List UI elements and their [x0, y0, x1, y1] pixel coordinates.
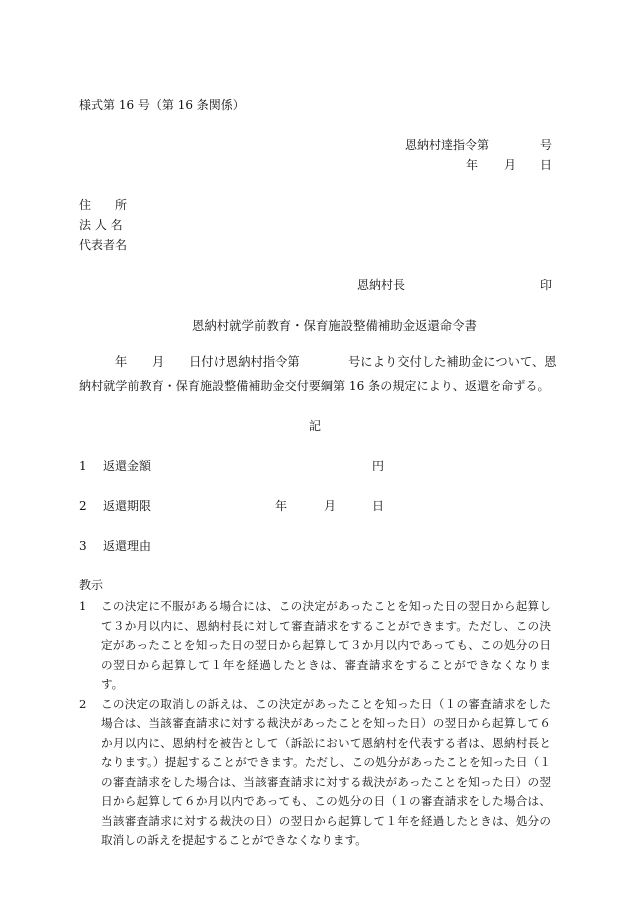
ki-heading: 記 — [309, 419, 322, 433]
date-day: 日 — [540, 158, 553, 172]
seal-mark: 印 — [540, 278, 553, 292]
item-1-number: 1 — [79, 459, 87, 473]
document-number-prefix: 恩納村達指令第 — [405, 138, 490, 152]
body-line-1 — [79, 350, 557, 374]
body-line1-end: 号により交付した補助金について、恩 — [348, 355, 557, 369]
return-amount-unit: 円 — [372, 459, 385, 473]
body-line-2: 納村就学前教育・保育施設整備補助金交付要綱第 16 条の規定により、返還を命ずる。 — [79, 379, 550, 393]
body-year: 年 — [115, 355, 128, 369]
address-label: 住 所 — [79, 198, 128, 212]
document-title: 恩納村就学前教育・保育施設整備補助金返還命令書 — [192, 318, 477, 333]
deadline-month: 月 — [324, 499, 337, 513]
issuer-name: 恩納村長 — [357, 278, 406, 292]
item-2-number: 2 — [79, 499, 87, 513]
return-deadline-label: 返還期限 — [103, 499, 152, 513]
instruction-note — [79, 597, 551, 695]
instructions-list — [79, 597, 551, 851]
corporation-name-label: 法 人 名 — [79, 218, 123, 232]
body-date-and-ref: 日付け恩納村指令第 — [189, 355, 300, 369]
document-number-suffix: 号 — [540, 138, 553, 152]
representative-label: 代表者名 — [79, 238, 128, 252]
deadline-day: 日 — [372, 499, 385, 513]
return-amount-label: 返還金額 — [103, 459, 152, 473]
instruction-note-text: この決定に不服がある場合には、この決定があったことを知った日の翌日から起算して３か月以内に、恩納村長に対して審査請求をすることができます。ただし、この決定があったことを知った日の翌日から起算して３か月以内であっても、この処分の日の翌日から起算して１年を経過したときは、審査請求をすることができなくなります。 — [101, 599, 551, 691]
instruction-note — [79, 695, 551, 851]
deadline-year: 年 — [275, 499, 288, 513]
date-month: 月 — [504, 158, 517, 172]
date-year: 年 — [466, 158, 479, 172]
instruction-note-text: この決定の取消しの訴えは、この決定があったことを知った日（１の審査請求をした場合は、当該審査請求に対する裁決があったことを知った日）の翌日から起算して６か月以内に、恩納村を被告として（訴訟において恩納村を代表する者は、恩納村長となります。）提起することができます。ただし、この処分があったことを知った日（１の審査請求をした場合は、当該審査請求に対する裁決があったことを知った日）の翌日から起算して６か月以内であっても、この処分の日（１の審査請求をした場合は、当該審査請求に対する裁決の日）の翌日から起算して１年を経過したときは、処分の取消しの訴えを提起することができなくなります。 — [101, 696, 551, 847]
form-number: 様式第 16 号（第 16 条関係） — [79, 98, 245, 112]
instruction-note-number: 1 — [79, 599, 87, 613]
instruction-note-number: 2 — [79, 696, 87, 711]
body-month: 月 — [152, 355, 165, 369]
body-paragraph — [79, 350, 557, 398]
return-reason-label: 返還理由 — [103, 539, 152, 553]
item-3-number: 3 — [79, 539, 87, 553]
instructions-heading: 教示 — [79, 578, 104, 592]
